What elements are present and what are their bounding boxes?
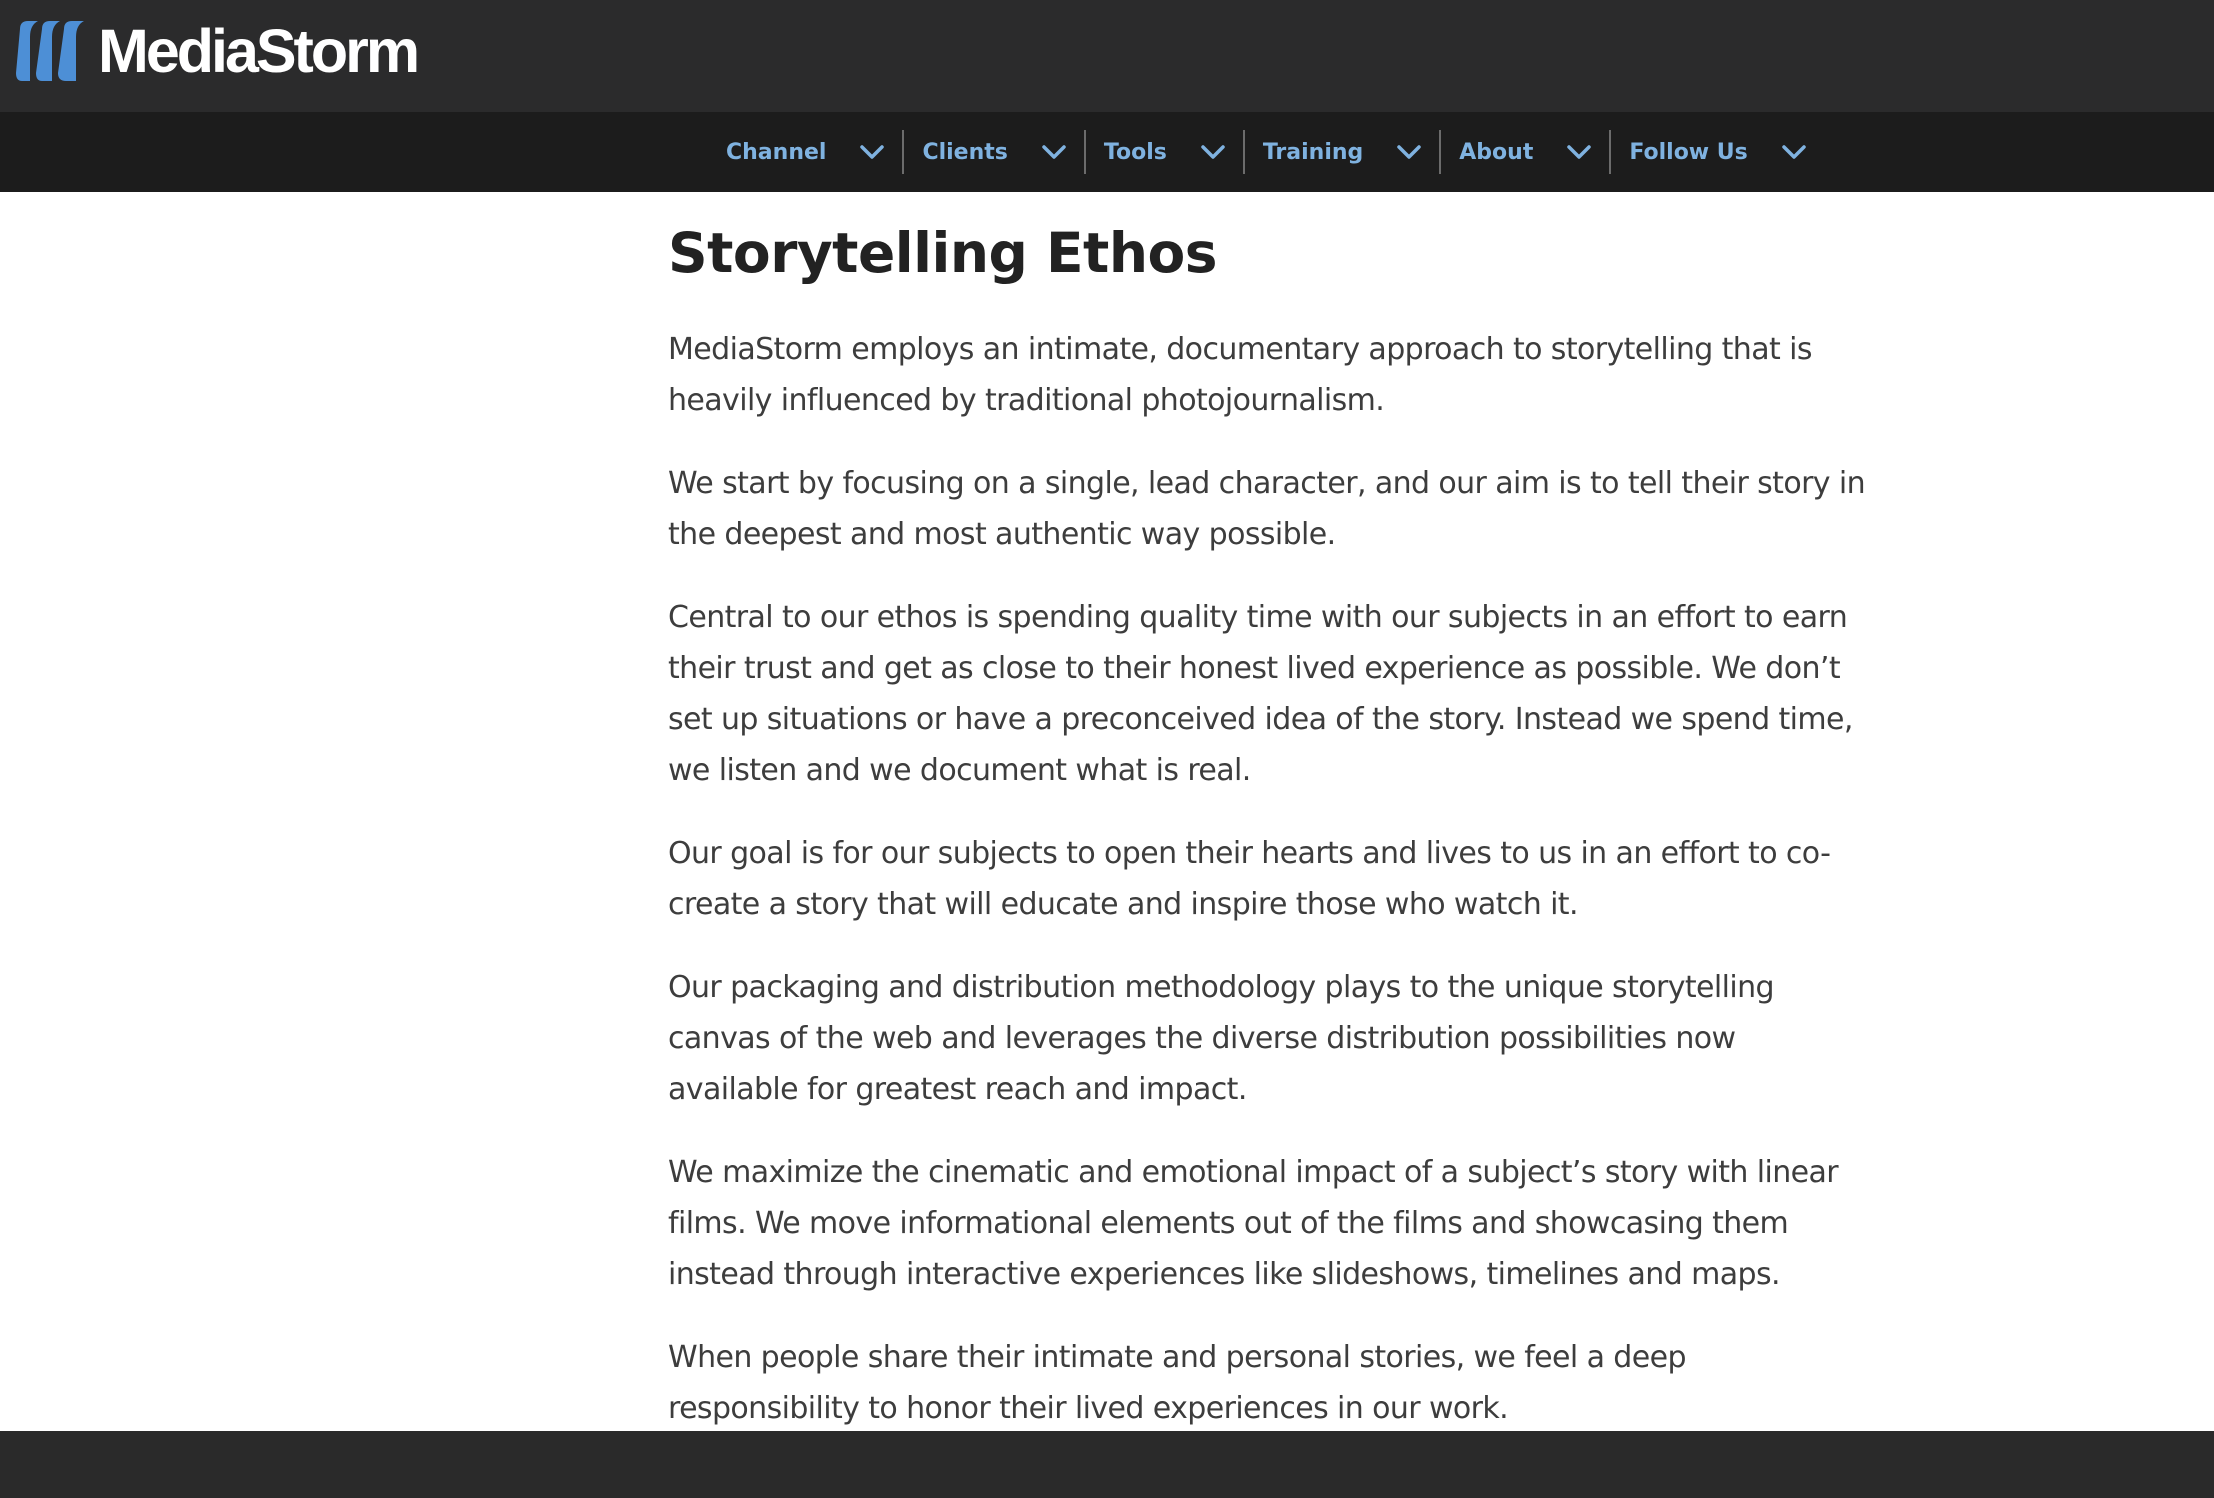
chevron-down-icon[interactable] xyxy=(1782,145,1806,159)
logo-mark-icon xyxy=(14,19,88,83)
nav-item-channel[interactable] xyxy=(708,130,902,174)
body-paragraph: Central to our ethos is spending quality time with our subjects in an effort to earn their trust and get as close to their honest lived experience as possible. We don’t set up situations or have a preconceived idea of the story. Instead we spend time, we listen and we document what is real. xyxy=(668,600,1853,788)
main-content xyxy=(668,192,1868,1434)
footer-bar xyxy=(0,1431,2214,1498)
nav-item-follow-us[interactable] xyxy=(1609,130,1823,174)
chevron-down-icon[interactable] xyxy=(1201,145,1225,159)
chevron-down-icon[interactable] xyxy=(1397,145,1421,159)
nav-item-tools[interactable] xyxy=(1084,130,1243,174)
nav-list xyxy=(708,130,1824,174)
nav-item-training[interactable] xyxy=(1243,130,1439,174)
body-paragraph: Our packaging and distribution methodology plays to the unique storytelling canvas of the web and leverages the diverse distribution possibilities now available for greatest reach and impact. xyxy=(668,970,1774,1107)
nav-item-label[interactable]: Clients xyxy=(922,139,1008,165)
body-paragraph: When people share their intimate and personal stories, we feel a deep responsibility to honor their lived experiences in our work. xyxy=(668,1340,1686,1426)
body-paragraph: MediaStorm employs an intimate, documentary approach to storytelling that is heavily influenced by traditional photojournalism. xyxy=(668,332,1812,418)
nav-item-label[interactable]: Follow Us xyxy=(1629,139,1748,165)
site-header xyxy=(0,0,2214,112)
nav-item-clients[interactable] xyxy=(902,130,1083,174)
nav-item-label[interactable]: Channel xyxy=(726,139,827,165)
chevron-down-icon[interactable] xyxy=(860,145,884,159)
nav-item-label[interactable]: About xyxy=(1459,139,1534,165)
nav-item-label[interactable]: Tools xyxy=(1103,139,1167,165)
site-logo[interactable] xyxy=(14,18,417,84)
nav-item-about[interactable] xyxy=(1439,130,1609,174)
logo-wordmark: MediaStorm xyxy=(98,16,418,85)
page-title: Storytelling Ethos xyxy=(668,221,1218,285)
chevron-down-icon[interactable] xyxy=(1042,145,1066,159)
body-paragraph: We start by focusing on a single, lead character, and our aim is to tell their story in the deepest and most authentic way possible. xyxy=(668,466,1866,552)
main-nav xyxy=(0,112,2214,192)
nav-item-label[interactable]: Training xyxy=(1262,139,1364,165)
body-paragraph: We maximize the cinematic and emotional impact of a subject’s story with linear films. We move informational elements out of the films and showcasing them instead through interactive experiences like slideshows, timelines and maps. xyxy=(668,1155,1839,1292)
body-paragraph: Our goal is for our subjects to open their hearts and lives to us in an effort to co-create a story that will educate and inspire those who watch it. xyxy=(668,836,1831,922)
chevron-down-icon[interactable] xyxy=(1567,145,1591,159)
